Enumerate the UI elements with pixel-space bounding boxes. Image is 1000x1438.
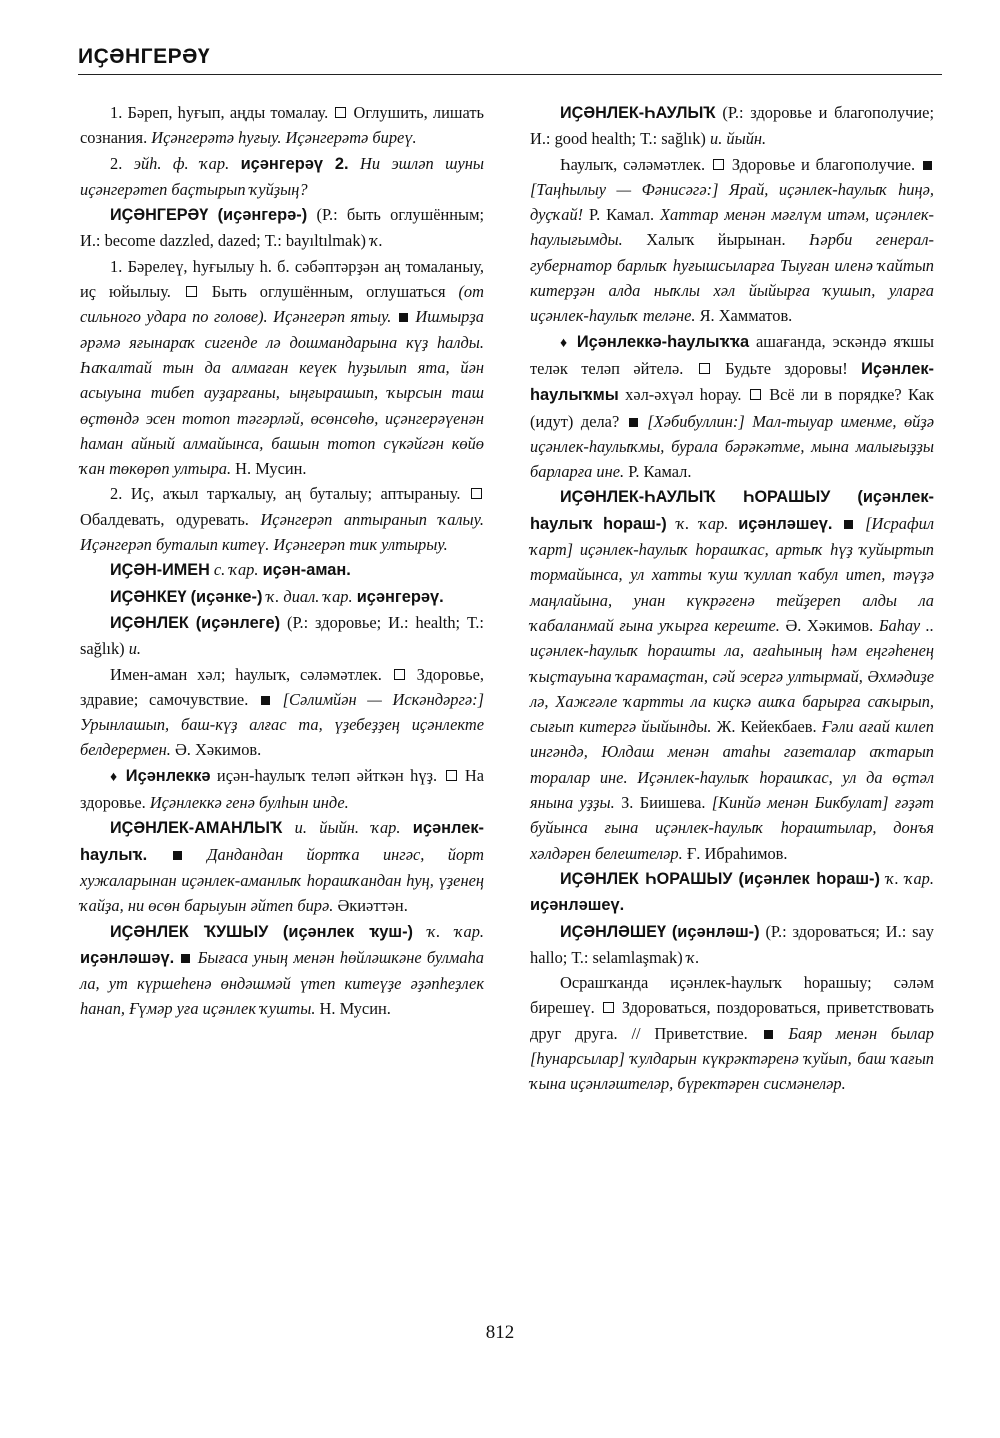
sense-paragraph: 1. Бәрелеү, һуғылыу һ. б. сәбәптәрҙән аң томаланыу, иҫ юйылыу. Быть оглушённым, оглушаться (от сильного удара по голове). Иҫәнгерәп ятыу. Ишмырҙа әрәмә яғынараҡ сигенде лә дошмандарына күҙ һалды. Һаҡалтай тын да алмаған кеүек һуҙылып ята, йән асыуына тибеп ауҙарғаны, ыңғырашып, ҡырсын таш өҫтөндә эсен тотоп тәгәрләй, өсөнсөһө, иҫәнгерәүенән һаман айный алмайынса, башын тотоп сүкәйгән көйө ҡан төкөрөп ултыра. Н. Мусин. (80, 256, 484, 479)
translation-marker-icon (750, 389, 761, 400)
example-marker-icon (181, 954, 190, 963)
translation-marker-icon (603, 1002, 614, 1013)
sense-paragraph: 1. Бәреп, һуғып, аңды томалау. Оглушить, лишать сознания. Иҫәнгерәтә һуғыу. Иҫәнгерәтә биреү. (80, 103, 484, 148)
phrase-paragraph: ♦ Иҫәнлеккә иҫән-һаулыҡ теләп әйткән һүҙ. На здоровье. Иҫәнлеккә генә булһын инде. (80, 765, 484, 813)
entry-headword-paragraph: ИҪӘНЛЕК (иҫәнлеге) (Р.: здоровье; И.: health; Т.: sağlık) и. (80, 612, 484, 659)
example-marker-icon (764, 1030, 773, 1039)
example-marker-icon (844, 520, 853, 529)
translation-marker-icon (471, 488, 482, 499)
translation-marker-icon (394, 669, 405, 680)
entry-headword-paragraph: ИҪӘНЛЕК ҺОРАШЫУ (иҫәнлек һораш-) ҡ. ҡар. иҫәнләшеү. (530, 868, 934, 915)
running-head: ИҪӘНГЕРӘҮ (78, 45, 211, 68)
entry-headword-paragraph: ИҪӘНЛЕК-АМАНЛЫҠ и. йыйн. ҡар. иҫәнлек-һаулыҡ. Дандандан йортҡа ингәс, йорт хужаларынан иҫәнлек-аманлыҡ һорашҡандан һуң, үҙенең ҡайҙа, ни өсөн барыуын әйтеп бирә. Әкиәттән. (80, 818, 484, 916)
entry-headword-paragraph: ИҪӘН-ИМЕН с. ҡар. иҫән-аман. (110, 560, 351, 580)
diamond-icon: ♦ (560, 335, 570, 351)
phrase-paragraph: ♦ Иҫәнлеккә-һаулыҡҡа ашағанда, эскәндә яҡшы теләк теләп әйтелә. Будьте здоровы! Иҫәнлек-һаулыҡмы хәл-әхүәл һорау. Всё ли в порядке? Как (идут) дела? [Хәбибуллин:] Мал-тыуар именме, өйҙә иҫәнлек-һаулыҡмы, бурала бәрәкәтме, мына малығыҙҙы барларға ине. Р. Камал. (530, 331, 935, 482)
page-number: 812 (485, 1322, 515, 1343)
sense-paragraph: Осрашҡанда иҫәнлек-һаулыҡ һорашыу; сәләм бирешеү. Здороваться, поздороваться, приветствовать друг друга. // Приветствие. Баяр менән былар [һунарсылар] ҡулдарын күкрәктәренә ҡуйып, баш ҡағып ҡына иҫәнләштеләр, бүректәрен сисмәнеләр. (530, 973, 934, 1094)
diamond-icon: ♦ (110, 769, 120, 785)
example-marker-icon (399, 313, 408, 322)
entry-headword-paragraph: ИҪӘНЛЕК-ҺАУЛЫҠ ҺОРАШЫУ (иҫәнлек-һаулыҡ һораш-) ҡ. ҡар. иҫәнләшеү. [Исрафил ҡарт] иҫәнлек-һаулыҡ һорашҡас, артыҡ һүҙ ҡуйыртып тормайынса, ул хатты ҡуш ҡуллап ҡабул итеп, тәүҙә маңлайына, унан күкрәгенә тейҙереп алды ла ҡабаланмай ғына уҡырға кереште. Ә. Хәкимов. Баһау .. иҫәнлек-һаулыҡ һорашты ла, ағаһының һәм еңгәһенең ҡыҫтауына ҡарамаҫтан, сәй эсергә ултырмай, Әхмәдиҙе лә, Хажғәле ҡартты ла киҫкә ашҡа барырға саҡырып, сығып китергә йыйынды. Ж. Кейекбаев. Ғәли ағай килеп ингәндә, Юлдаш менән атаһы газеталар аҡтарып торалар ине. Иҫәнлек-һаулыҡ һорашҡас, ул да өҫтәл янына уҙҙы. З. Биишева. [Кинйә менән Бикбулат] ғәҙәт буйынса ғына иҫәнлек-һаулыҡ һораштылар, донъя хәлдәрен белештеләр. Ғ. Ибраһимов. (530, 488, 934, 863)
entry-headword-paragraph: ИҪӘНЛӘШЕҮ (иҫәнләш-) (Р.: здороваться; И.: say hallo; Т.: selamlaşmak) ҡ. (530, 921, 934, 967)
entry-headword-paragraph: ИҪӘНГЕРӘҮ (иҫәнгерә-) (Р.: быть оглушённым; И.: become dazzled, dazed; Т.: bayıltılmak) ҡ. (80, 205, 484, 251)
entry-headword-paragraph: ИҪӘНЛЕК-ҺАУЛЫҠ (Р.: здоровье и благополучие; И.: good health; Т.: sağlık) и. йыйн. (530, 103, 934, 149)
translation-marker-icon (186, 286, 197, 297)
header-rule (78, 74, 942, 75)
example-marker-icon (923, 161, 932, 170)
entry-headword-paragraph: ИҪӘНЛЕК ҠУШЫУ (иҫәнлек ҡуш-) ҡ. ҡар. иҫәнләшәү. Бығаса уның менән һөйләшкәне булмаһа ла, ут күршеһенә өндәшмәй үтеп китеүҙе әҙәпһеҙлек һанап, Ғүмәр уға иҫәнлек ҡушты. Н. Мусин. (80, 921, 484, 1019)
sense-paragraph: 2. Иҫ, аҡыл тарҡалыу, аң буталыу; аптыраныу. Обалдевать, одуревать. Иҫәнгерәп аптыранып ҡалыу. Иҫәнгерәп буталып китеү. Иҫәнгерәп тик ултырыу. (80, 484, 484, 555)
entry-headword-paragraph: ИҪӘНКЕҮ (иҫәнке-) ҡ. диал. ҡар. иҫәнгерәү. (110, 586, 444, 606)
example-marker-icon (261, 696, 270, 705)
translation-marker-icon (446, 770, 457, 781)
example-marker-icon (173, 851, 182, 860)
sense-paragraph: Имен-аман хәл; һаулыҡ, сәләмәтлек. Здоровье, здравие; самочувствие. [Сәлимйән — Искәндәргә:] Урынлашып, баш-күҙ алғас та, үҙебеҙҙең иҫәнлекте белдерермен. Ә. Хәкимов. (80, 664, 484, 760)
translation-marker-icon (335, 107, 346, 118)
right-column (530, 100, 934, 1097)
example-marker-icon (629, 418, 638, 427)
left-column (80, 100, 484, 1022)
translation-marker-icon (713, 159, 724, 170)
sense-paragraph: 2. эйһ. ф. ҡар. иҫәнгерәү 2. Ни эшләп шуны иҫәнгерәтеп баҫтырып ҡуйҙың? (80, 153, 484, 199)
sense-paragraph: Һаулыҡ, сәләмәтлек. Здоровье и благополучие. [Таңһылыу — Фәнисәгә:] Ярай, иҫәнлек-һаулыҡ һиңә, дуҫҡай! Р. Камал. Хаттар менән мәғлүм итәм, иҫәнлек-һаулығымды. Халыҡ йырынан. Һәрби генерал-губернатор барлыҡ һуғышсыларға Тыуған иленә ҡайтып китерҙән алда ныҡлы хәл йыйырға ҡушып, уларға иҫәнлек-һаулыҡ теләне. Я. Хамматов. (530, 154, 935, 326)
translation-marker-icon (699, 363, 710, 374)
